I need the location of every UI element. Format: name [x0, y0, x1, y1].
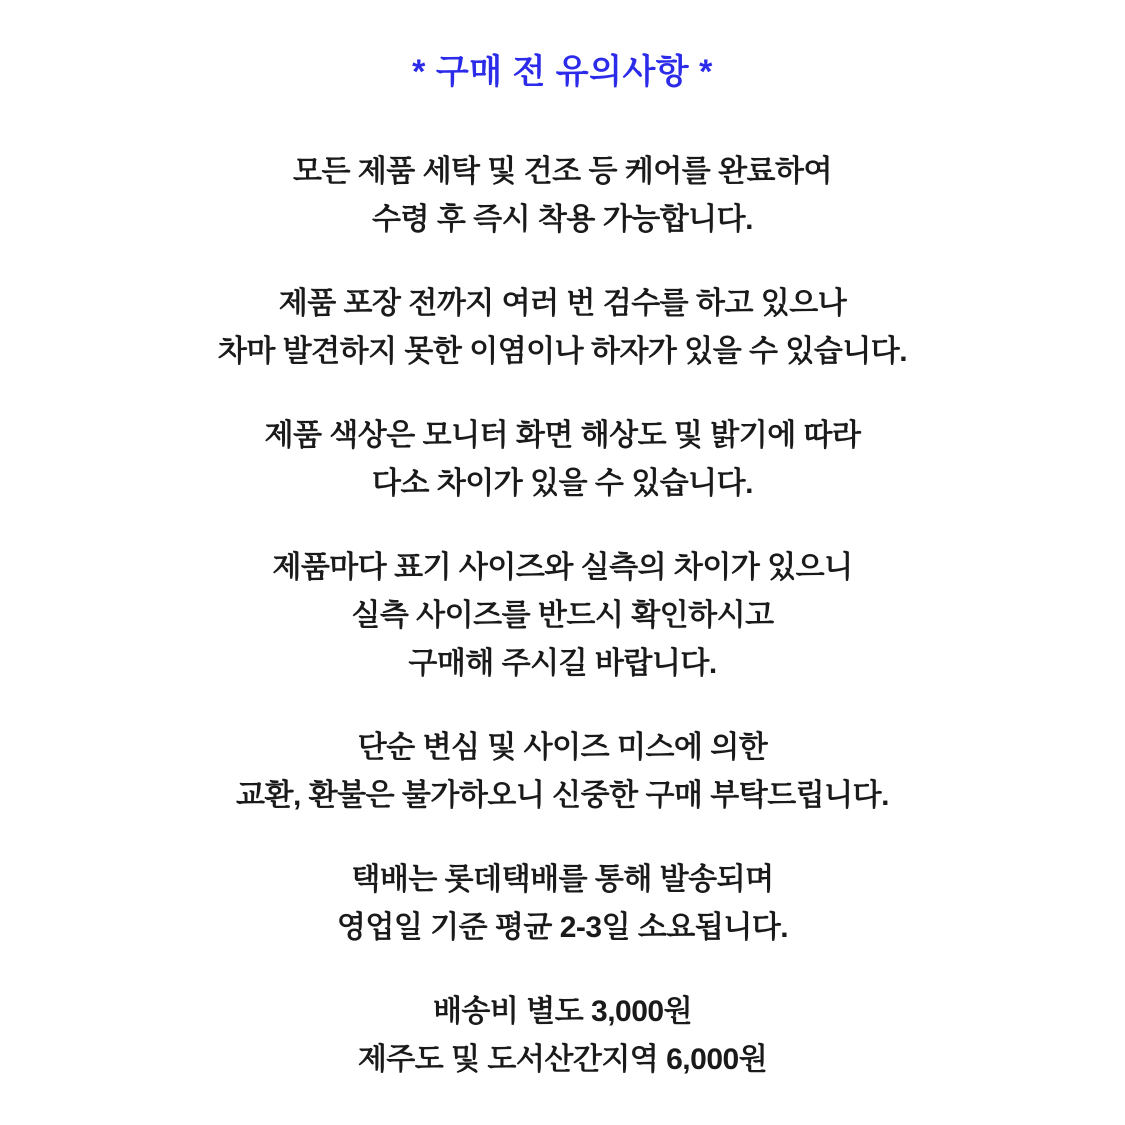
- notice-body: [0, 148, 1125, 1084]
- notice-line: 단순 변심 및 사이즈 미스에 의한: [357, 731, 768, 764]
- paragraph-size: [0, 544, 1125, 688]
- notice-line: 교환, 환불은 불가하오니 신중한 구매 부탁드립니다.: [236, 779, 889, 812]
- notice-line: 제주도 및 도서산간지역 6,000원: [357, 1043, 768, 1076]
- notice-line: 제품 색상은 모니터 화면 해상도 및 밝기에 따라: [264, 419, 861, 452]
- notice-line: 차마 발견하지 못한 이염이나 하자가 있을 수 있습니다.: [217, 335, 908, 368]
- notice-line: 택배는 롯데택배를 통해 발송되며: [351, 863, 774, 896]
- paragraph-care: [0, 148, 1125, 244]
- page-title: * 구매 전 유의사항 *: [412, 53, 713, 91]
- notice-line: 실측 사이즈를 반드시 확인하시고: [351, 599, 774, 632]
- notice-line: 모든 제품 세탁 및 건조 등 케어를 완료하여: [292, 155, 832, 188]
- notice-line: 다소 차이가 있을 수 있습니다.: [372, 467, 753, 500]
- notice-line: 제품 포장 전까지 여러 번 검수를 하고 있으나: [278, 287, 847, 320]
- notice-line: 배송비 별도 3,000원: [432, 995, 693, 1028]
- paragraph-color: [0, 412, 1125, 508]
- notice-line: 영업일 기준 평균 2-3일 소요됩니다.: [336, 911, 789, 944]
- notice-line: 수령 후 즉시 착용 가능합니다.: [372, 203, 753, 236]
- notice-line: 구매해 주시길 바랍니다.: [408, 647, 717, 680]
- paragraph-delivery: [0, 856, 1125, 952]
- paragraph-inspection: [0, 280, 1125, 376]
- notice-line: 제품마다 표기 사이즈와 실측의 차이가 있으니: [272, 551, 853, 584]
- paragraph-refund: [0, 724, 1125, 820]
- paragraph-shipping-fee: [0, 988, 1125, 1084]
